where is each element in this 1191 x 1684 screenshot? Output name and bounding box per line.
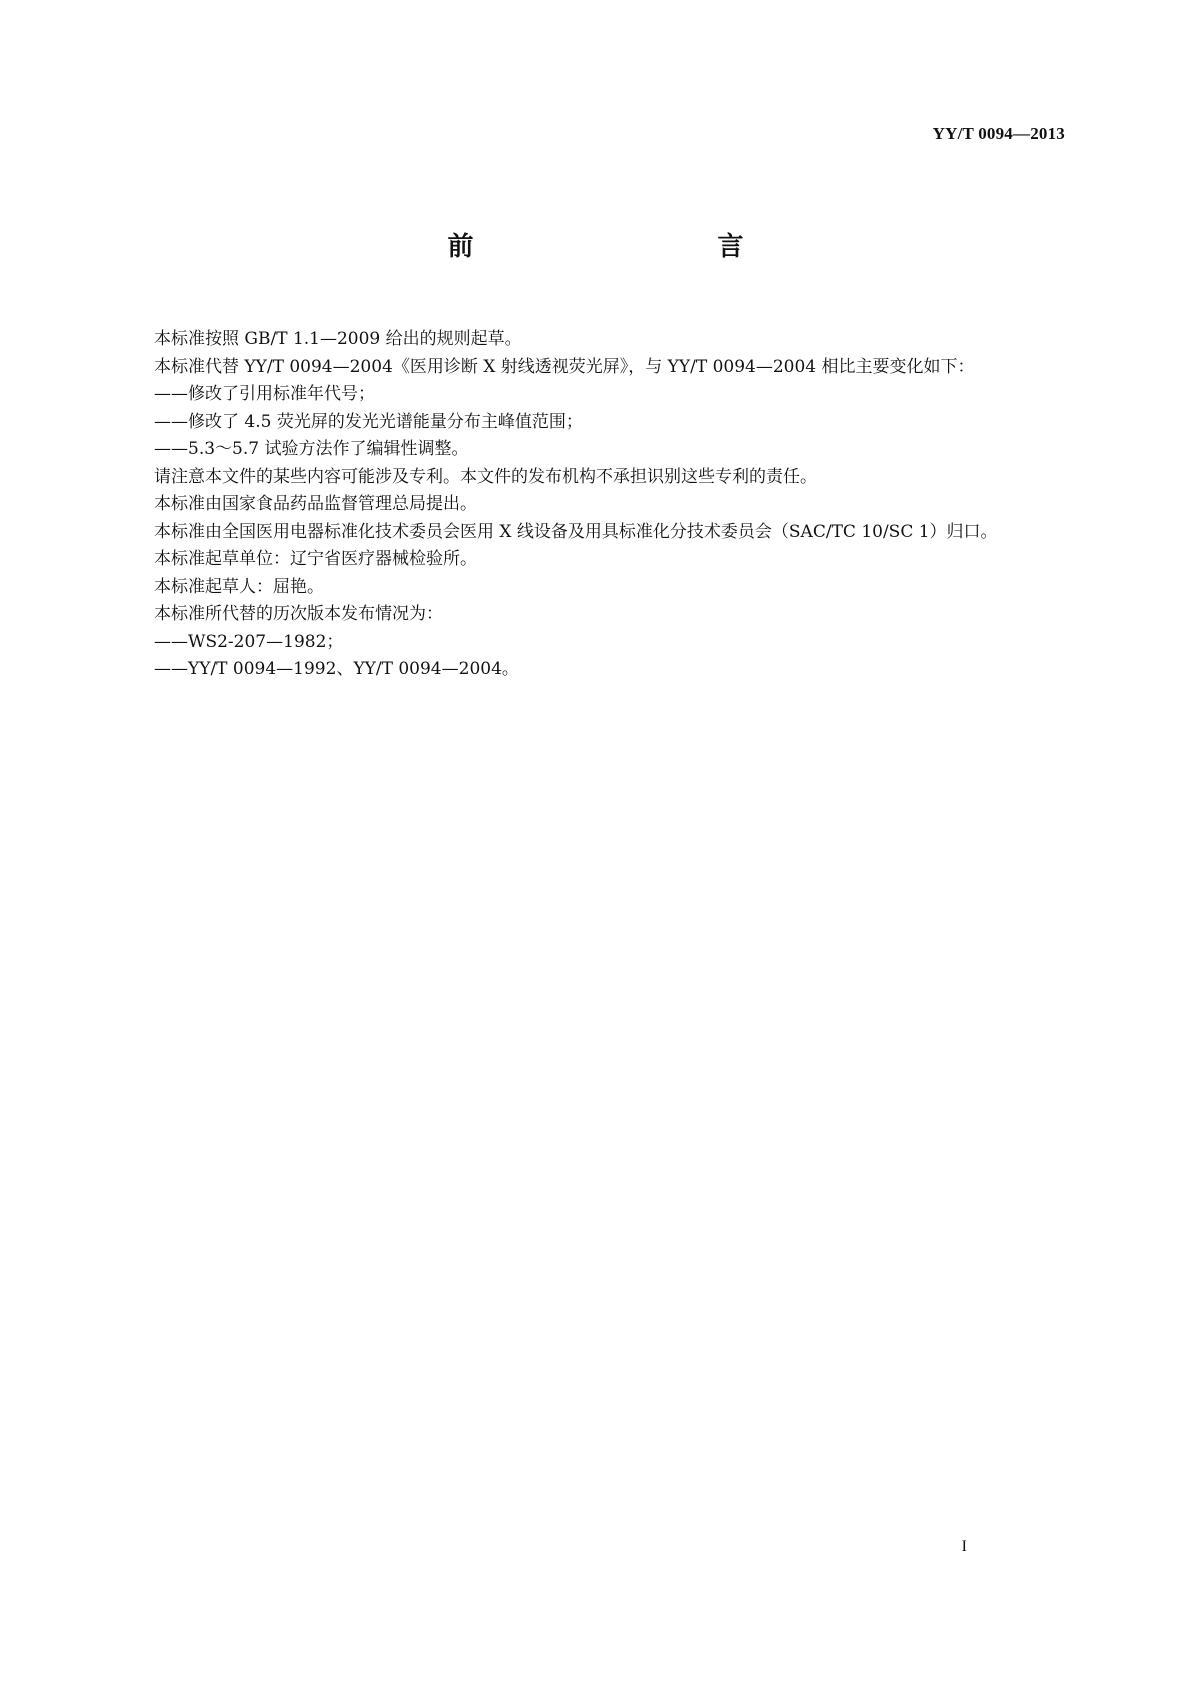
paragraph-drafting-unit: 本标准起草单位：辽宁省医疗器械检验所。 xyxy=(154,549,477,569)
previous-edition-item-1: ——WS2-207—1982； xyxy=(154,631,344,652)
paragraph-drafting-rules: 本标准按照 GB/T 1.1—2009 给出的规则起草。 xyxy=(154,329,522,349)
change-item-3: ——5.3～5.7 试验方法作了编辑性调整。 xyxy=(154,439,469,459)
paragraph-previous-editions: 本标准所代替的历次版本发布情况为： xyxy=(154,604,443,624)
change-item-2: ——修改了 4.5 荧光屏的发光光谱能量分布主峰值范围； xyxy=(154,411,583,432)
previous-edition-item-2: ——YY/T 0094—1992、YY/T 0094—2004。 xyxy=(154,659,519,679)
paragraph-patent-notice: 请注意本文件的某些内容可能涉及专利。本文件的发布机构不承担识别这些专利的责任。 xyxy=(154,466,817,487)
paragraph-replacement: 本标准代替 YY/T 0094—2004《医用诊断 X 射线透视荧光屏》，与 YY/T 0094—2004 相比主要变化如下： xyxy=(154,356,975,377)
change-item-1: ——修改了引用标准年代号； xyxy=(154,384,375,404)
standard-code-header: YY/T 0094—2013 xyxy=(932,124,1065,143)
paragraph-proposer: 本标准由国家食品药品监督管理总局提出。 xyxy=(154,494,477,514)
foreword-body xyxy=(120,326,1066,684)
paragraph-technical-committee: 本标准由全国医用电器标准化技术委员会医用 X 线设备及用具标准化分技术委员会（SAC/TC 10/SC 1）归口。 xyxy=(154,521,998,542)
paragraph-drafter: 本标准起草人：屈艳。 xyxy=(154,576,324,597)
page-number: I xyxy=(961,1538,967,1555)
page-title: 前 言 xyxy=(447,232,808,262)
